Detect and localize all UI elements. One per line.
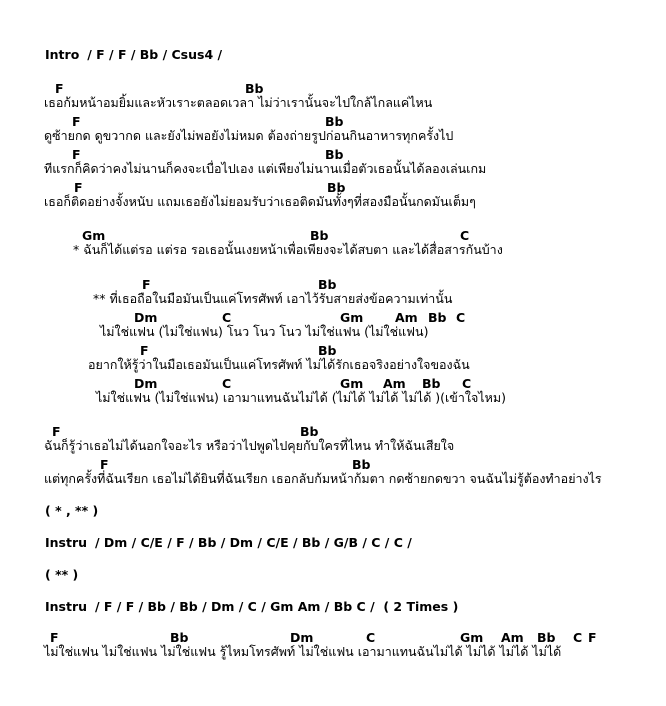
chord-label: Gm <box>460 630 484 645</box>
chord-label: C <box>222 376 232 391</box>
chord-label: Gm <box>340 310 364 325</box>
chord-label: Bb <box>352 457 371 472</box>
chord-label: C <box>222 310 232 325</box>
lyric-line: ไม่ใช่แฟน (ไม่ใช่แฟน) โนว โนว โนว ไม่ใช่แฟน (ไม่ใช่แฟน) <box>100 324 429 339</box>
chord-label: C <box>573 630 583 645</box>
chord-label: Bb <box>318 277 337 292</box>
lyric-line: ไม่ใช่แฟน ไม่ใช่แฟน ไม่ใช่แฟน รู้ไหมโทรศัพท์ ไม่ใช่แฟน เอามาแทนฉันไม่ได้ ไม่ได้ ไม่ได้ ไม่ได้ <box>44 644 562 659</box>
chord-row <box>0 630 666 644</box>
section-reference: ( ** ) <box>45 567 79 582</box>
chord-label: C <box>366 630 376 645</box>
chord-row <box>0 457 666 471</box>
chord-label: Bb <box>325 114 344 129</box>
chord-label: F <box>74 180 83 195</box>
chord-row <box>0 114 666 128</box>
chord-label: C <box>462 376 472 391</box>
chord-label: C <box>460 228 470 243</box>
chord-row <box>0 376 666 390</box>
chord-label: F <box>100 457 109 472</box>
section-gap <box>87 599 95 614</box>
chord-label: F <box>142 277 151 292</box>
chord-label: Bb <box>300 424 319 439</box>
chord-label: F <box>588 630 597 645</box>
lyric-line: ดูซ้ายกด ดูขวากด และยังไม่พอยังไม่หมด ต้องถ่ายรูปก่อนกินอาหารทุกครั้งไป <box>44 128 454 143</box>
chord-label: F <box>140 343 149 358</box>
lyric-line: ไม่ใช่แฟน (ไม่ใช่แฟน) เอามาแทนฉันไม่ได้ (ไม่ได้ ไม่ได้ ไม่ได้ )(เข้าใจไหม) <box>96 390 506 405</box>
chord-label: Dm <box>290 630 314 645</box>
chord-row <box>0 310 666 324</box>
section-line <box>45 537 412 550</box>
lyric-line: อยากให้รู้ว่าในมือเธอมันเป็นแค่โทรศัพท์ ไม่ได้รักเธอจริงอย่างใจของฉัน <box>88 357 470 372</box>
chord-label: F <box>72 114 81 129</box>
chord-label: Bb <box>422 376 441 391</box>
lyric-line: ฉันก็รู้ว่าเธอไม่ได้นอกใจอะไร หรือว่าไปพูดไปคุยกับใครที่ไหน ทำให้ฉันเสียใจ <box>44 438 455 453</box>
chord-label: Bb <box>537 630 556 645</box>
chord-label: Bb <box>325 147 344 162</box>
chord-label: Bb <box>428 310 447 325</box>
section-keyword: Instru <box>45 599 88 614</box>
lyric-line: เธอก็ติดอย่างจั้งหนับ แถมเธอยังไม่ยอมรับว่าเธอติดมันทั้งๆที่สองมือนั้นกดมันเต็มๆ <box>44 194 476 209</box>
lyric-line: ** ที่เธอถือในมือมันเป็นแค่โทรศัพท์ เอาไว้รับสายส่งข้อความเท่านั้น <box>93 291 453 306</box>
chord-label: Bb <box>310 228 329 243</box>
chord-row <box>0 81 666 95</box>
section-progression: / F / F / Bb / Csus4 / <box>87 47 223 62</box>
section-progression: / F / F / Bb / Bb / Dm / C / Gm Am / Bb C / ( 2 Times ) <box>94 599 459 614</box>
chord-label: Bb <box>170 630 189 645</box>
chord-label: Gm <box>82 228 106 243</box>
chord-label: C <box>456 310 466 325</box>
section-gap <box>87 535 95 550</box>
chord-label: Dm <box>134 376 158 391</box>
chord-label: F <box>50 630 59 645</box>
chord-row <box>0 277 666 291</box>
chord-row <box>0 424 666 438</box>
lyric-line: ทีแรกก็คิดว่าคงไม่นานก็คงจะเบื่อไปเอง แต่เพียงไม่นานเมื่อตัวเธอนั้นได้ลองเล่นเกม <box>44 161 487 176</box>
lyric-line: * ฉันก็ได้แต่รอ แต่รอ รอเธอนั้นเงยหน้าเพื่อเพียงจะได้สบตา และได้สื่อสารกันบ้าง <box>73 242 503 257</box>
chord-row <box>0 180 666 194</box>
chord-label: Bb <box>327 180 346 195</box>
chord-label: F <box>72 147 81 162</box>
chord-label: Am <box>501 630 524 645</box>
chord-label: Bb <box>245 81 264 96</box>
chord-row <box>0 147 666 161</box>
chord-row <box>0 228 666 242</box>
chord-label: F <box>55 81 64 96</box>
section-progression: / Dm / C/E / F / Bb / Dm / C/E / Bb / G/B / C / C / <box>94 535 412 550</box>
chord-label: F <box>52 424 61 439</box>
chord-label: Gm <box>340 376 364 391</box>
chord-label: Dm <box>134 310 158 325</box>
lyric-line: แต่ทุกครั้งที่ฉันเรียก เธอไม่ได้ยินที่ฉันเรียก เธอกลับก้มหน้าก้มตา กดซ้ายกดขวา จนฉันไม่รู้ต้องทำอย่างไร <box>44 471 602 486</box>
section-reference: ( * , ** ) <box>45 503 99 518</box>
section-keyword: Instru <box>45 535 88 550</box>
section-line <box>45 601 458 614</box>
chord-label: Am <box>395 310 418 325</box>
chord-label: Am <box>383 376 406 391</box>
chord-row <box>0 343 666 357</box>
chord-label: Bb <box>318 343 337 358</box>
lyric-line: เธอก้มหน้าอมยิ้มและหัวเราะตลอดเวลา ไม่ว่าเรานั้นจะไปใกล้ไกลแค่ไหน <box>44 95 433 110</box>
section-keyword: Intro <box>45 47 80 62</box>
section-line <box>45 49 222 62</box>
